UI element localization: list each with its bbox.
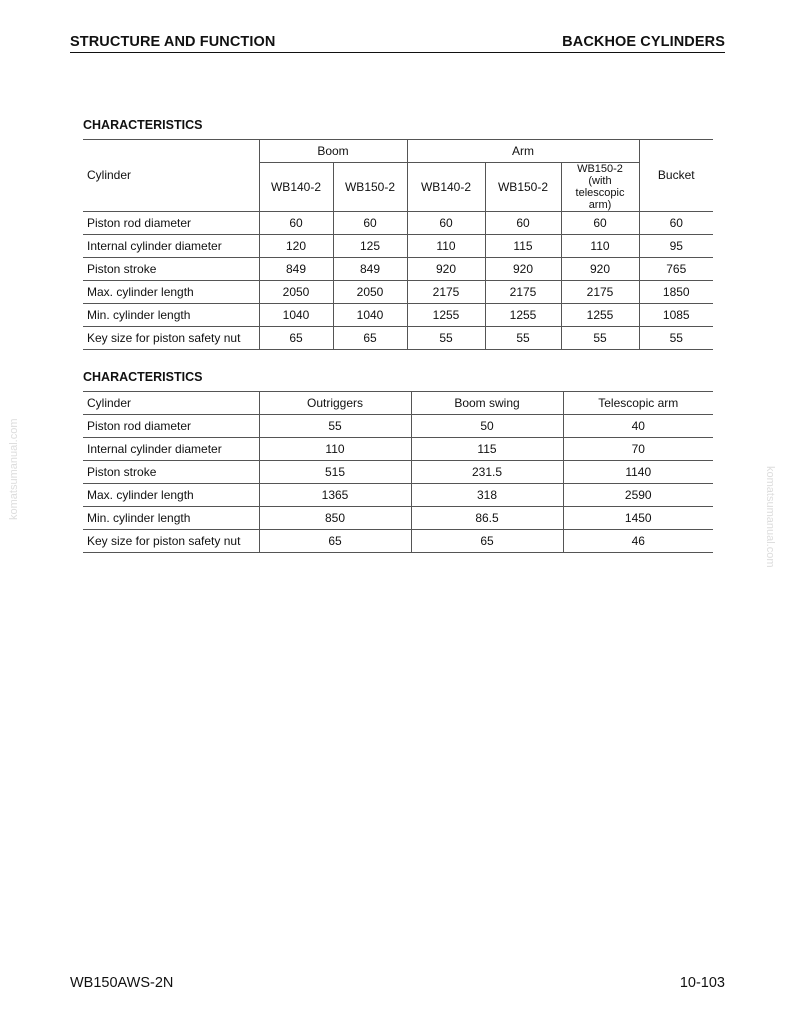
cell-value: 1365 bbox=[259, 484, 411, 507]
cell-value: 60 bbox=[485, 212, 561, 235]
row-label: Internal cylinder diameter bbox=[83, 438, 259, 461]
cell-value: 110 bbox=[561, 235, 639, 258]
table2-col-cylinder: Cylinder bbox=[83, 392, 259, 415]
cell-value: 115 bbox=[411, 438, 563, 461]
cell-value: 920 bbox=[485, 258, 561, 281]
cell-value: 40 bbox=[563, 415, 713, 438]
cell-value: 110 bbox=[259, 438, 411, 461]
table-row bbox=[83, 304, 713, 327]
cell-value: 95 bbox=[639, 235, 713, 258]
table-row bbox=[83, 438, 713, 461]
table-row bbox=[83, 415, 713, 438]
table-row bbox=[83, 507, 713, 530]
table2-col-telescopic-arm: Telescopic arm bbox=[563, 392, 713, 415]
cell-value: 60 bbox=[639, 212, 713, 235]
cell-value: 65 bbox=[411, 530, 563, 553]
row-label: Max. cylinder length bbox=[83, 281, 259, 304]
cell-value: 65 bbox=[259, 530, 411, 553]
table2-col-outriggers: Outriggers bbox=[259, 392, 411, 415]
cylinder-characteristics-table-1 bbox=[83, 139, 713, 350]
cell-value: 50 bbox=[411, 415, 563, 438]
table1-group-arm: Arm bbox=[407, 140, 639, 163]
page-footer bbox=[70, 975, 725, 991]
row-label: Max. cylinder length bbox=[83, 484, 259, 507]
cell-value: 55 bbox=[561, 327, 639, 350]
table1-group-boom: Boom bbox=[259, 140, 407, 163]
watermark-left: komatsumanual.com bbox=[8, 418, 20, 520]
table2-title: CHARACTERISTICS bbox=[83, 370, 203, 384]
table-row bbox=[83, 281, 713, 304]
watermark-right: komatsumanual.com bbox=[764, 466, 776, 568]
row-label: Internal cylinder diameter bbox=[83, 235, 259, 258]
cell-value: 2175 bbox=[485, 281, 561, 304]
row-label: Key size for piston safety nut bbox=[83, 327, 259, 350]
cell-value: 2175 bbox=[561, 281, 639, 304]
cell-value: 70 bbox=[563, 438, 713, 461]
table-row bbox=[83, 235, 713, 258]
cell-value: 849 bbox=[259, 258, 333, 281]
table1-row-header: Cylinder bbox=[83, 140, 259, 212]
footer-page-number: 10-103 bbox=[679, 975, 725, 991]
cell-value: 2590 bbox=[563, 484, 713, 507]
cell-value: 1255 bbox=[561, 304, 639, 327]
row-label: Min. cylinder length bbox=[83, 304, 259, 327]
cell-value: 318 bbox=[411, 484, 563, 507]
cell-value: 2050 bbox=[333, 281, 407, 304]
row-label: Key size for piston safety nut bbox=[83, 530, 259, 553]
cell-value: 2050 bbox=[259, 281, 333, 304]
table1-col-arm-wb140: WB140-2 bbox=[407, 163, 485, 212]
cell-value: 60 bbox=[259, 212, 333, 235]
cell-value: 46 bbox=[563, 530, 713, 553]
table-row bbox=[83, 327, 713, 350]
cell-value: 1255 bbox=[407, 304, 485, 327]
row-label: Min. cylinder length bbox=[83, 507, 259, 530]
cell-value: 1040 bbox=[259, 304, 333, 327]
page-header bbox=[70, 34, 725, 53]
telescopic-line-3: arm) bbox=[588, 199, 612, 211]
cell-value: 2175 bbox=[407, 281, 485, 304]
cell-value: 1040 bbox=[333, 304, 407, 327]
cell-value: 55 bbox=[485, 327, 561, 350]
cell-value: 55 bbox=[259, 415, 411, 438]
cell-value: 1140 bbox=[563, 461, 713, 484]
row-label: Piston stroke bbox=[83, 461, 259, 484]
cell-value: 125 bbox=[333, 235, 407, 258]
header-chapter-title: BACKHOE CYLINDERS bbox=[562, 34, 725, 50]
cell-value: 65 bbox=[333, 327, 407, 350]
table1-col-arm-wb150: WB150-2 bbox=[485, 163, 561, 212]
cell-value: 60 bbox=[333, 212, 407, 235]
table1-group-bucket: Bucket bbox=[639, 140, 713, 212]
row-label: Piston rod diameter bbox=[83, 415, 259, 438]
cell-value: 55 bbox=[407, 327, 485, 350]
cell-value: 850 bbox=[259, 507, 411, 530]
footer-model: WB150AWS-2N bbox=[70, 975, 174, 991]
cell-value: 1085 bbox=[639, 304, 713, 327]
cell-value: 55 bbox=[639, 327, 713, 350]
cylinder-characteristics-table-2 bbox=[83, 391, 713, 553]
table-row bbox=[83, 461, 713, 484]
table1-col-boom-wb150: WB150-2 bbox=[333, 163, 407, 212]
row-label: Piston rod diameter bbox=[83, 212, 259, 235]
cell-value: 920 bbox=[561, 258, 639, 281]
cell-value: 1850 bbox=[639, 281, 713, 304]
table1-col-boom-wb140: WB140-2 bbox=[259, 163, 333, 212]
cell-value: 110 bbox=[407, 235, 485, 258]
cell-value: 920 bbox=[407, 258, 485, 281]
table1-title: CHARACTERISTICS bbox=[83, 118, 203, 132]
table1-col-arm-wb150-telescopic bbox=[561, 163, 639, 212]
table2-col-boom-swing: Boom swing bbox=[411, 392, 563, 415]
cell-value: 86.5 bbox=[411, 507, 563, 530]
table-row bbox=[83, 530, 713, 553]
table-row bbox=[83, 258, 713, 281]
cell-value: 515 bbox=[259, 461, 411, 484]
cell-value: 120 bbox=[259, 235, 333, 258]
cell-value: 65 bbox=[259, 327, 333, 350]
cell-value: 765 bbox=[639, 258, 713, 281]
telescopic-line-2: (with telescopic bbox=[575, 175, 625, 199]
cell-value: 1255 bbox=[485, 304, 561, 327]
cell-value: 849 bbox=[333, 258, 407, 281]
header-section-title: STRUCTURE AND FUNCTION bbox=[70, 34, 276, 50]
telescopic-line-1: WB150-2 bbox=[577, 163, 623, 175]
table-row bbox=[83, 212, 713, 235]
row-label: Piston stroke bbox=[83, 258, 259, 281]
cell-value: 1450 bbox=[563, 507, 713, 530]
cell-value: 231.5 bbox=[411, 461, 563, 484]
table-row bbox=[83, 484, 713, 507]
cell-value: 60 bbox=[407, 212, 485, 235]
cell-value: 115 bbox=[485, 235, 561, 258]
cell-value: 60 bbox=[561, 212, 639, 235]
